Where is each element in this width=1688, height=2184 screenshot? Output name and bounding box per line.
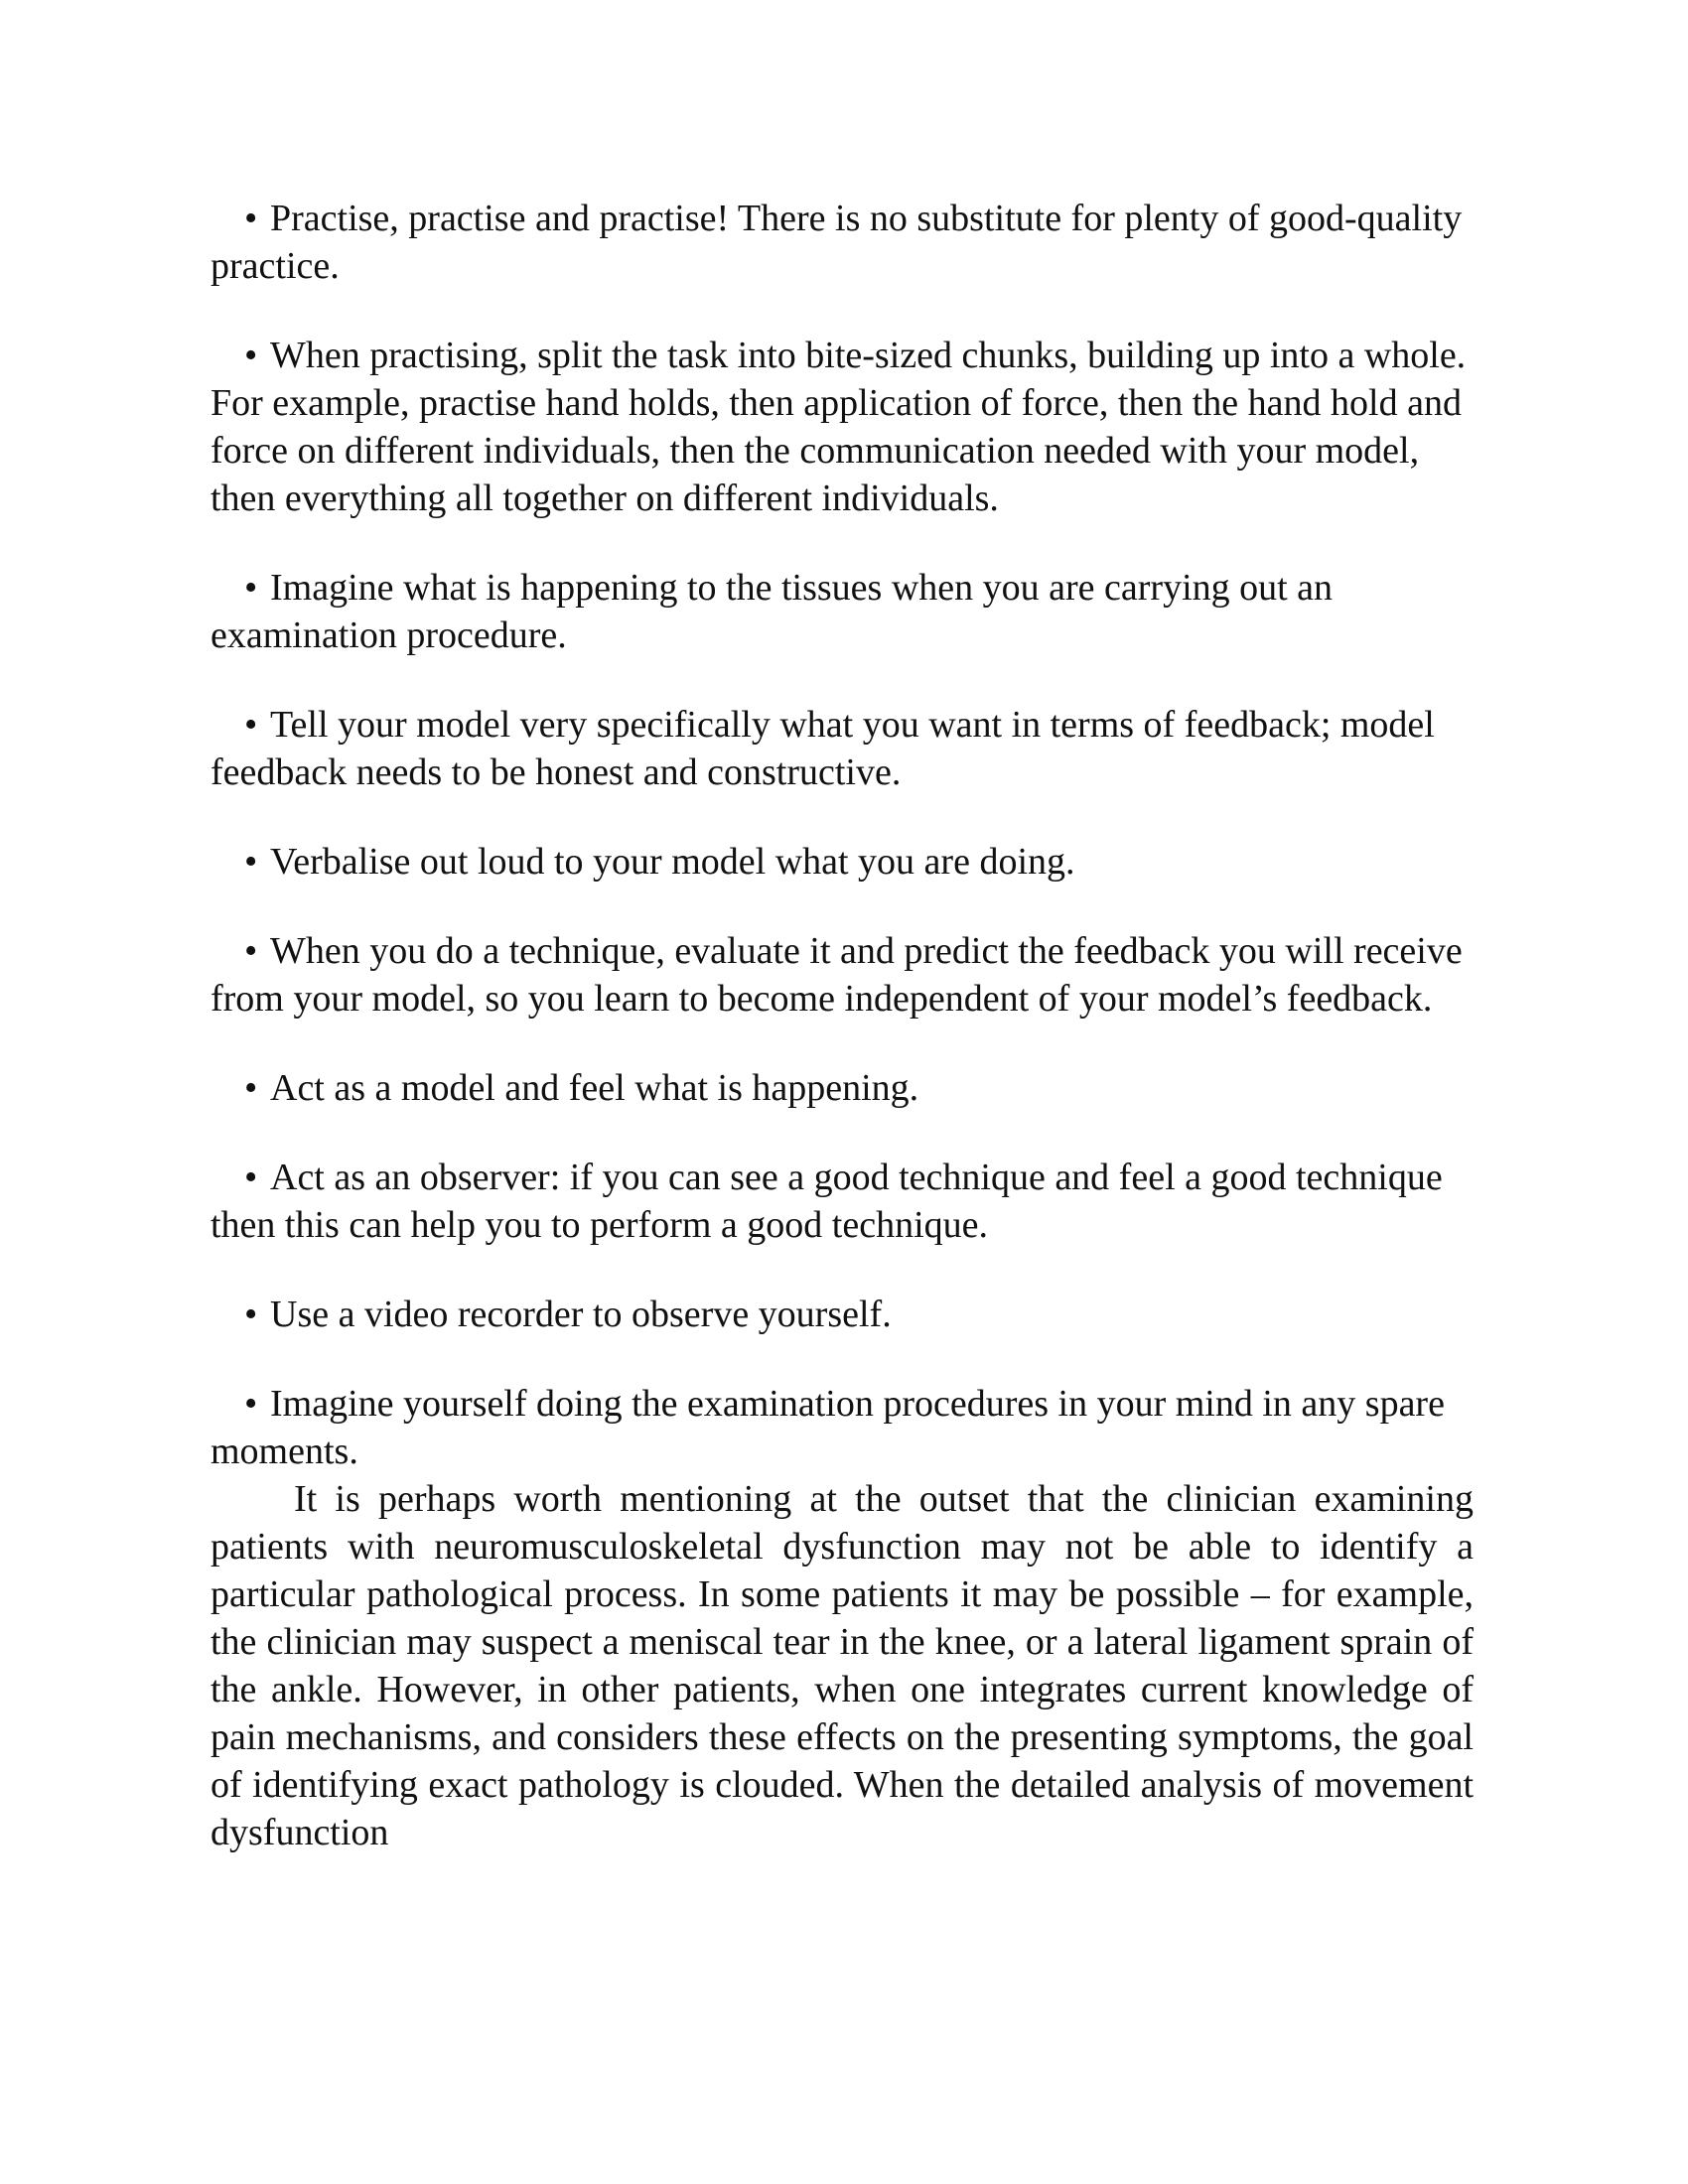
bullet-icon: •: [244, 704, 258, 746]
bullet-icon: •: [244, 841, 258, 883]
bullet-text: When practising, split the task into bite-sized chunks, building up into a whole. For example, practise hand holds, then application of force, then the hand hold and force on different individuals, then the communication needed with your model, then everything all together on different individuals.: [211, 335, 1467, 519]
bullet-item: [211, 1064, 1474, 1112]
bullet-text: Tell your model very specifically what you want in terms of feedback; model feedback needs to be honest and constructive.: [211, 704, 1435, 793]
bullet-text: Imagine yourself doing the examination procedures in your mind in any spare moments.: [211, 1383, 1445, 1472]
bullet-item: [211, 1154, 1474, 1249]
bullet-text: Use a video recorder to observe yourself.: [270, 1294, 892, 1335]
bullet-icon: •: [244, 198, 258, 239]
bullet-icon: •: [244, 1157, 258, 1198]
bullet-item: [211, 838, 1474, 886]
bullet-text: Act as a model and feel what is happening.: [270, 1067, 919, 1109]
document-page: [211, 195, 1474, 1856]
bullet-icon: •: [244, 1294, 258, 1335]
bullet-icon: •: [244, 335, 258, 376]
bullet-item: [211, 332, 1474, 522]
bullet-text: Verbalise out loud to your model what you are doing.: [270, 841, 1075, 883]
bullet-item: [211, 701, 1474, 796]
bullet-item: [211, 195, 1474, 290]
bullet-text: Practise, practise and practise! There is no substitute for plenty of good-quality practice.: [211, 198, 1463, 287]
bullet-item: [211, 1291, 1474, 1338]
body-paragraph: It is perhaps worth mentioning at the outset that the clinician examining patients with neuromusculoskeletal dysfunction may not be able to identify a particular pathological process. In some patients it may be possible – for example, the clinician may suspect a meniscal tear in the knee, or a lateral ligament sprain of the ankle. However, in other patients, when one integrates current knowledge of pain mechanisms, and considers these effects on the presenting symptoms, the goal of identifying exact pathology is clouded. When the detailed analysis of movement dysfunction: [211, 1478, 1474, 1853]
practice-tips-list: [211, 195, 1474, 1475]
bullet-text: When you do a technique, evaluate it and predict the feedback you will receive from your model, so you learn to become independent of your model’s feedback.: [211, 930, 1463, 1020]
bullet-icon: •: [244, 930, 258, 972]
bullet-text: Act as an observer: if you can see a good technique and feel a good technique then this can help you to perform a good technique.: [211, 1157, 1443, 1246]
bullet-icon: •: [244, 567, 258, 609]
bullet-item: [211, 927, 1474, 1023]
bullet-icon: •: [244, 1383, 258, 1425]
bullet-item: [211, 564, 1474, 659]
bullet-item: [211, 1380, 1474, 1475]
bullet-text: Imagine what is happening to the tissues when you are carrying out an examination procedure.: [211, 567, 1334, 656]
bullet-icon: •: [244, 1067, 258, 1109]
